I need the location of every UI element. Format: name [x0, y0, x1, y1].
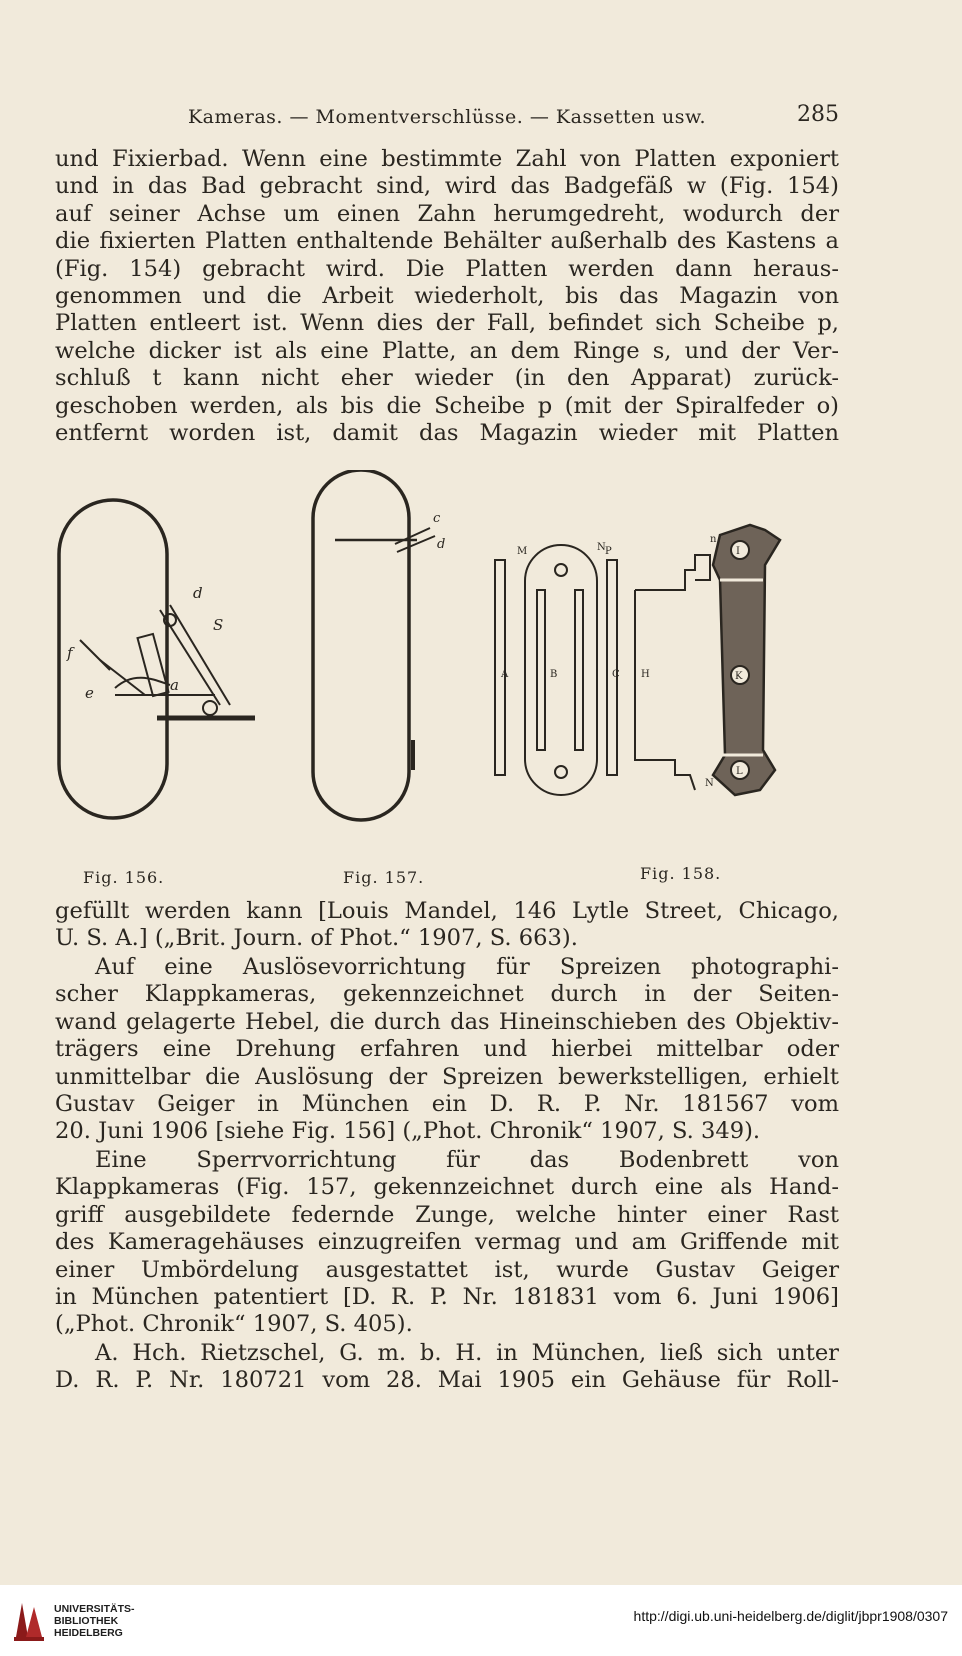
fig156-drawing	[59, 500, 255, 818]
fig156-label: S	[213, 616, 224, 634]
text-line: („Phot. Chronik“ 1907, S. 405).	[55, 1311, 413, 1338]
text-line: Auf eine Auslösevorrichtung für Spreizen photographi-	[95, 954, 839, 980]
paragraph-4	[55, 1147, 839, 1339]
fig158-label: K	[735, 671, 743, 682]
fig157-label: c	[433, 511, 441, 526]
text-line: D. R. P. Nr. 180721 vom 28. Mai 1905 ein Gehäuse für Roll-	[55, 1367, 839, 1394]
text-line: entfernt worden ist, damit das Magazin wieder mit Platten	[55, 420, 839, 447]
text-line: Klappkameras (Fig. 157, gekennzeichnet durch eine als Hand-	[55, 1174, 839, 1201]
page-number: 285	[797, 102, 839, 127]
text-line: Eine Sperrvorrichtung für das Bodenbrett von	[95, 1147, 839, 1173]
figures-area	[45, 470, 855, 890]
viewer-footer	[0, 1585, 962, 1656]
text-line: A. Hch. Rietzschel, G. m. b. H. in München, ließ sich unter	[95, 1340, 839, 1366]
text-line: 20. Juni 1906 [siehe Fig. 156] („Phot. Chronik“ 1907, S. 349).	[55, 1118, 761, 1145]
fig158-label: P	[605, 546, 612, 557]
text-line: gefüllt werden kann [Louis Mandel, 146 Lytle Street, Chicago,	[55, 898, 839, 924]
paragraph-5	[55, 1340, 839, 1395]
running-head	[55, 100, 839, 134]
fig158-label: A	[501, 669, 509, 680]
fig156-caption: Fig. 156.	[83, 868, 165, 887]
text-line: (Fig. 154) gebracht wird. Die Platten werden dann heraus-	[55, 255, 839, 282]
fig158-label: L	[736, 766, 743, 777]
text-line: trägers eine Drehung erfahren und hierbei mittelbar oder	[55, 1036, 839, 1063]
text-line: geschoben werden, als bis die Scheibe p (mit der Spiralfeder o)	[55, 392, 839, 419]
text-line: einer Umbördelung ausgestattet ist, wurde Gustav Geiger	[55, 1256, 839, 1283]
fig158-drawing	[495, 525, 780, 795]
permalink-url[interactable]: http://digi.ub.uni-heidelberg.de/diglit/jbpr1908/0307	[633, 1608, 948, 1624]
fig157-caption: Fig. 157.	[343, 868, 425, 887]
text-line: schluß t kann nicht eher wieder (in den Apparat) zurück-	[55, 365, 839, 392]
text-line: in München patentiert [D. R. P. Nr. 181831 vom 6. Juni 1906]	[55, 1284, 839, 1311]
paragraph-3	[55, 954, 839, 1146]
library-name-line: BIBLIOTHEK	[54, 1615, 119, 1627]
fig157-label: d	[437, 537, 446, 552]
text-line: und in das Bad gebracht sind, wird das Badgefäß w (Fig. 154)	[55, 173, 839, 200]
text-line: griff ausgebildete federnde Zunge, welche hinter einer Rast	[55, 1201, 839, 1228]
text-line: scher Klappkameras, gekennzeichnet durch in der Seiten-	[55, 981, 839, 1008]
text-line: unmittelbar die Auslösung der Spreizen bewerkstelligen, erhielt	[55, 1063, 839, 1090]
fig156-label: e	[85, 684, 94, 702]
text-line: Platten entleert ist. Wenn dies der Fall, befindet sich Scheibe p,	[55, 310, 839, 337]
fig158-label: M	[517, 546, 528, 557]
fig157-drawing	[313, 470, 445, 820]
text-line: welche dicker ist als eine Platte, an dem Ringe s, und der Ver-	[55, 337, 839, 364]
text-line: Gustav Geiger in München ein D. R. P. Nr. 181567 vom	[55, 1091, 839, 1118]
fig158-label: n	[710, 534, 717, 545]
text-line: die fixierten Platten enthaltende Behälter außerhalb des Kastens a	[55, 228, 839, 255]
paragraph-2	[55, 898, 839, 953]
fig156-label: a	[170, 676, 179, 694]
fig158-label: B	[550, 669, 558, 680]
fig158-label: H	[641, 669, 650, 680]
text-line: auf seiner Achse um einen Zahn herumgedreht, wodurch der	[55, 200, 839, 227]
fig158-label: N	[597, 542, 606, 553]
fig158-caption: Fig. 158.	[640, 864, 722, 883]
text-line: genommen und die Arbeit wiederholt, bis das Magazin von	[55, 283, 839, 310]
fig156-label: f	[67, 644, 73, 662]
library-name	[54, 1603, 135, 1639]
library-name-line: HEIDELBERG	[54, 1627, 123, 1639]
text-line: wand gelagerte Hebel, die durch das Hineinschieben des Objektiv-	[55, 1008, 839, 1035]
library-name-line: UNIVERSITÄTS-	[54, 1603, 135, 1615]
fig158-label: C	[612, 669, 620, 680]
running-head-title: Kameras. — Momentverschlüsse. — Kassetten usw.	[187, 106, 707, 128]
fig158-label: N	[705, 778, 714, 789]
text-line: und Fixierbad. Wenn eine bestimmte Zahl von Platten exponiert	[55, 146, 839, 172]
university-logo-icon	[12, 1597, 46, 1643]
fig158-label: I	[736, 546, 740, 557]
figures-drawing	[45, 470, 855, 850]
text-line: des Kameragehäuses einzugreifen vermag und am Griffende mit	[55, 1229, 839, 1256]
fig156-label: d	[193, 584, 203, 602]
text-line: U. S. A.] („Brit. Journ. of Phot.“ 1907, S. 663).	[55, 925, 578, 952]
paragraph-1	[55, 146, 839, 447]
